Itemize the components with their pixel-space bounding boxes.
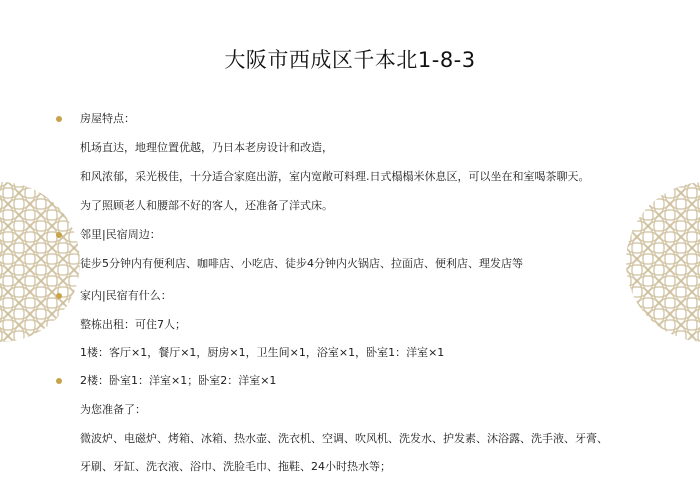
bullet-dot [56,116,62,122]
pattern-circle [626,276,642,308]
text-line: 1楼：客厅×1，餐厅×1，厨房×1，卫生间×1，浴室×1，卧室1：洋室×1 [80,346,445,359]
pattern-circle [654,182,686,198]
pattern-circle [626,309,631,341]
pattern-right-svg [626,182,700,342]
bullet-dot [56,293,62,299]
pattern-circle [626,232,642,264]
pattern-circle [69,199,80,231]
pattern-circle [14,182,46,198]
bullet-dot [56,232,62,238]
pattern-circle [25,182,57,187]
text-line: 为了照顾老人和腰部不好的客人，还准备了洋式床。 [80,199,333,212]
section-heading-features: 房屋特点： [80,112,135,125]
text-line: 机场直达，地理位置优越，乃日本老房设计和改造， [80,141,333,154]
pattern-circle [626,287,631,319]
pattern-circle [626,254,642,286]
pattern-circle [626,210,642,242]
pattern-circle [626,265,631,297]
pattern-circle [0,232,2,264]
page-title: 大阪市西成区千本北1-8-3 [224,48,476,72]
pattern-circle [626,182,631,187]
pattern-circle [69,287,80,319]
pattern-circle [643,182,675,187]
pattern-circle [3,182,35,187]
pattern-circle [0,276,2,308]
pattern-circle [0,254,2,286]
pattern-circle [626,331,631,342]
decorative-pattern-right [626,182,700,342]
pattern-circle [632,182,664,198]
pattern-circle [69,182,80,209]
pattern-circle [69,265,80,297]
pattern-circle [626,188,642,220]
pattern-circle [58,320,80,342]
pattern-circle [0,298,2,330]
pattern-circle [69,331,80,342]
pattern-circle [626,199,631,231]
text-line: 和风浓郁，采光极佳，十分适合家庭出游，室内宽敞可料理.日式榻榻米休息区，可以坐在和室喝茶聊天。 [80,170,590,183]
pattern-circle [665,331,697,342]
text-line: 牙刷、牙缸、洗衣液、浴巾、洗脸毛巾、拖鞋、24小时热水等； [80,460,391,473]
text-line: 为您准备了： [80,403,146,416]
pattern-circle [47,331,79,342]
section-heading-second-floor: 2楼：卧室1：洋室×1；卧室2：洋室×1 [80,374,277,387]
pattern-circle [3,331,35,342]
pattern-circle [47,309,79,341]
pattern-circle [47,182,79,209]
section-heading-amenities: 家内|民宿有什么： [80,289,172,302]
pattern-circle [25,331,57,342]
decorative-pattern-left [0,182,80,342]
pattern-circle [0,210,2,242]
pattern-circle [626,331,653,342]
bullet-dot [56,378,62,384]
pattern-circle [626,182,642,198]
pattern-circle [36,182,68,198]
pattern-circle [47,182,79,187]
text-line: 微波炉、电磁炉、烤箱、冰箱、热水壶、洗衣机、空调、吹风机、洗发水、护发素、沐浴露、洗手液、牙膏、 [80,432,608,445]
pattern-circle [626,298,642,330]
pattern-circle [626,320,642,342]
pattern-circle [626,182,631,209]
pattern-circle [626,182,653,187]
pattern-circle [626,309,653,341]
section-heading-neighborhood: 邻里|民宿周边： [80,228,161,241]
pattern-circle [0,188,2,220]
pattern-circle [69,182,80,187]
text-line: 徒步5分钟内有便利店、咖啡店、小吃店、徒步4分钟内火锅店、拉面店、便利店、理发店等 [80,257,523,270]
pattern-left-svg [0,182,80,342]
pattern-circle [69,309,80,341]
text-line: 整栋出租：可住7人； [80,318,186,331]
pattern-circle [643,331,675,342]
pattern-circle [58,182,80,198]
